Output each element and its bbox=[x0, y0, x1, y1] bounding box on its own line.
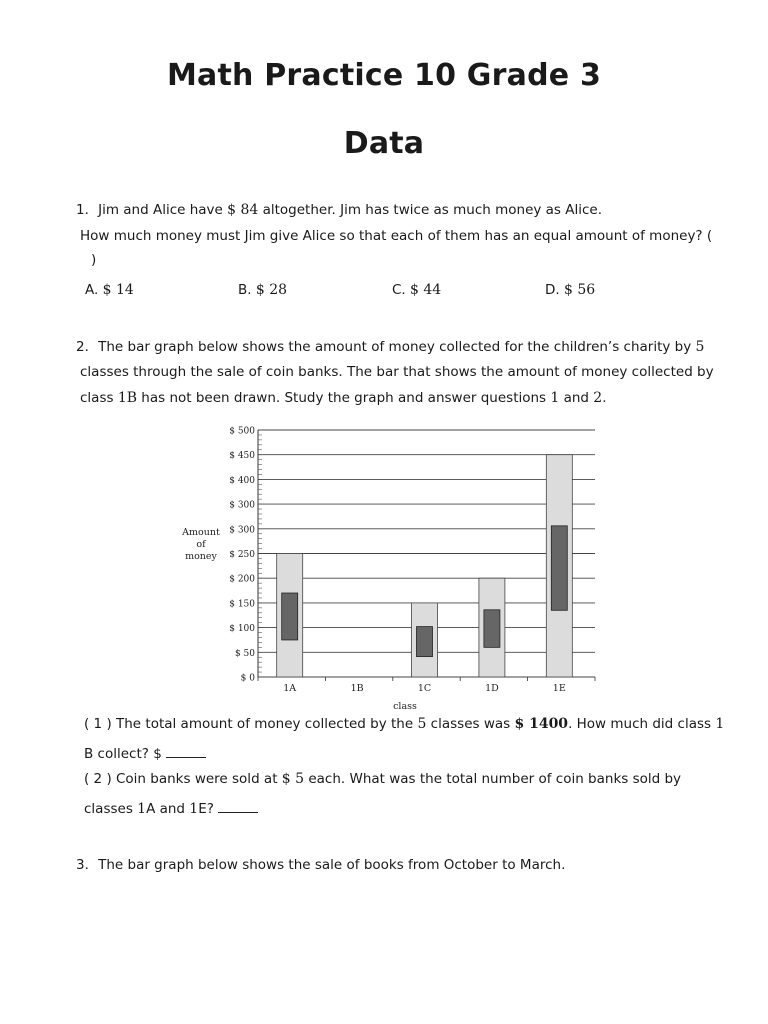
x-axis-title: class bbox=[393, 701, 417, 712]
option-d-label: D. bbox=[545, 282, 560, 298]
question-2-line-3-and: and bbox=[559, 390, 594, 406]
question-1-text-a: Jim and Alice have bbox=[98, 202, 228, 218]
question-2-sub-1-line-1 bbox=[84, 716, 724, 732]
sub-1-line-2-text: B collect? $ bbox=[84, 746, 162, 762]
option-a-value: $ 14 bbox=[102, 282, 134, 298]
question-2-line-3 bbox=[80, 390, 607, 406]
y-tick-label: $ 0 bbox=[240, 673, 255, 684]
x-tick-label-1D: 1D bbox=[485, 683, 499, 694]
y-tick-label: $ 400 bbox=[229, 475, 255, 486]
sub-1-num: 5 bbox=[417, 716, 427, 732]
question-2-sub-2-line-1 bbox=[84, 771, 681, 787]
option-c[interactable] bbox=[392, 282, 441, 298]
x-tick-label-1A: 1A bbox=[283, 683, 297, 694]
y-tick-label: $ 300 bbox=[229, 525, 255, 536]
y-tick-label: $ 100 bbox=[229, 624, 255, 635]
coin-bank-1C bbox=[417, 627, 433, 657]
question-3-line bbox=[76, 853, 565, 873]
option-a[interactable] bbox=[85, 282, 134, 298]
y-tick-label: $ 300 bbox=[229, 500, 255, 511]
coin-bank-1D bbox=[484, 610, 500, 648]
question-2-line-3-end: . bbox=[602, 390, 607, 406]
sub-2-price: $ 5 bbox=[281, 771, 305, 787]
question-2-sub-2-line-2 bbox=[84, 801, 258, 817]
question-3-number: 3． bbox=[76, 857, 99, 873]
sub-1-total: $ 1400 bbox=[514, 716, 569, 732]
y-tick-label: $ 500 bbox=[229, 426, 255, 437]
sub-2-class-1: 1 bbox=[137, 801, 147, 817]
y-axis-title: money bbox=[185, 551, 217, 562]
question-1-amount: $ 84 bbox=[227, 202, 259, 218]
question-1-prompt: How much money must Jim give Alice so that each of them has an equal amount of money? ( bbox=[80, 228, 713, 244]
sub-2-text-a: ( 2 ) Coin banks were sold at bbox=[84, 771, 282, 787]
question-2-line-2: classes through the sale of coin banks. The bar that shows the amount of money collected by bbox=[80, 364, 714, 380]
sub-1-text-c: . How much did class bbox=[568, 716, 716, 732]
question-1-line bbox=[76, 198, 602, 218]
page-title: Math Practice 10 Grade 3 bbox=[166, 58, 602, 93]
y-tick-label: $ 250 bbox=[229, 550, 255, 560]
sub-2-line-2-c: E? bbox=[198, 801, 214, 817]
option-d-value: $ 56 bbox=[563, 282, 596, 298]
x-tick-label-1B: 1B bbox=[350, 683, 364, 694]
sub-2-line-2-b: A and bbox=[146, 801, 190, 817]
question-3-text: The bar graph below shows the sale of books from October to March. bbox=[98, 857, 566, 873]
question-1-text-b: altogether. Jim has twice as much money as Alice. bbox=[258, 202, 603, 218]
question-2-line-3-a: class bbox=[80, 390, 118, 406]
option-c-value: $ 44 bbox=[410, 282, 442, 298]
question-2-number: 2． bbox=[76, 339, 99, 355]
answer-blank-1[interactable] bbox=[166, 746, 206, 758]
question-1-close-paren: ) bbox=[91, 252, 97, 268]
sub-2-class-2: 1 bbox=[189, 801, 199, 817]
sub-1-text-a: ( 1 ) The total amount of money collected by the bbox=[84, 716, 418, 732]
answer-blank-2[interactable] bbox=[218, 801, 258, 813]
question-2-line-1-num: 5 bbox=[695, 339, 705, 355]
question-2-line-3-b: has not been drawn. Study the graph and answer questions bbox=[137, 390, 551, 406]
option-c-label: C. bbox=[392, 282, 406, 298]
option-b[interactable] bbox=[238, 282, 287, 298]
question-2-line-1 bbox=[76, 335, 704, 355]
y-axis-title: Amount bbox=[182, 527, 220, 538]
option-d[interactable] bbox=[545, 282, 595, 298]
x-tick-label-1E: 1E bbox=[552, 683, 566, 694]
y-tick-label: $ 150 bbox=[229, 599, 255, 610]
coin-bank-1A bbox=[282, 593, 298, 640]
sub-2-text-b: each. What was the total number of coin banks sold by bbox=[304, 771, 682, 787]
y-tick-label: $ 200 bbox=[229, 574, 255, 585]
y-tick-label: $ 450 bbox=[229, 451, 255, 462]
y-axis-title: of bbox=[196, 539, 206, 550]
question-2-line-3-class: 1B bbox=[117, 390, 138, 406]
sub-2-line-2-a: classes bbox=[84, 801, 138, 817]
option-b-value: $ 28 bbox=[255, 282, 288, 298]
question-2-line-1-text: The bar graph below shows the amount of money collected for the children’s charity by bbox=[98, 339, 692, 355]
question-2-line-3-q2: 2 bbox=[593, 390, 603, 406]
sub-1-text-d: 1 bbox=[715, 716, 725, 732]
page-subtitle: Data bbox=[343, 126, 425, 161]
bar-chart bbox=[0, 405, 768, 725]
question-2-sub-1-line-2 bbox=[84, 746, 206, 762]
sub-1-text-b: classes was bbox=[426, 716, 515, 732]
option-a-label: A. bbox=[85, 282, 99, 298]
x-tick-label-1C: 1C bbox=[417, 683, 432, 694]
question-1-number: 1． bbox=[76, 202, 99, 218]
question-2-line-3-q1: 1 bbox=[550, 390, 560, 406]
option-b-label: B. bbox=[238, 282, 252, 298]
coin-bank-1E bbox=[551, 526, 567, 610]
y-tick-label: $ 50 bbox=[234, 648, 255, 659]
